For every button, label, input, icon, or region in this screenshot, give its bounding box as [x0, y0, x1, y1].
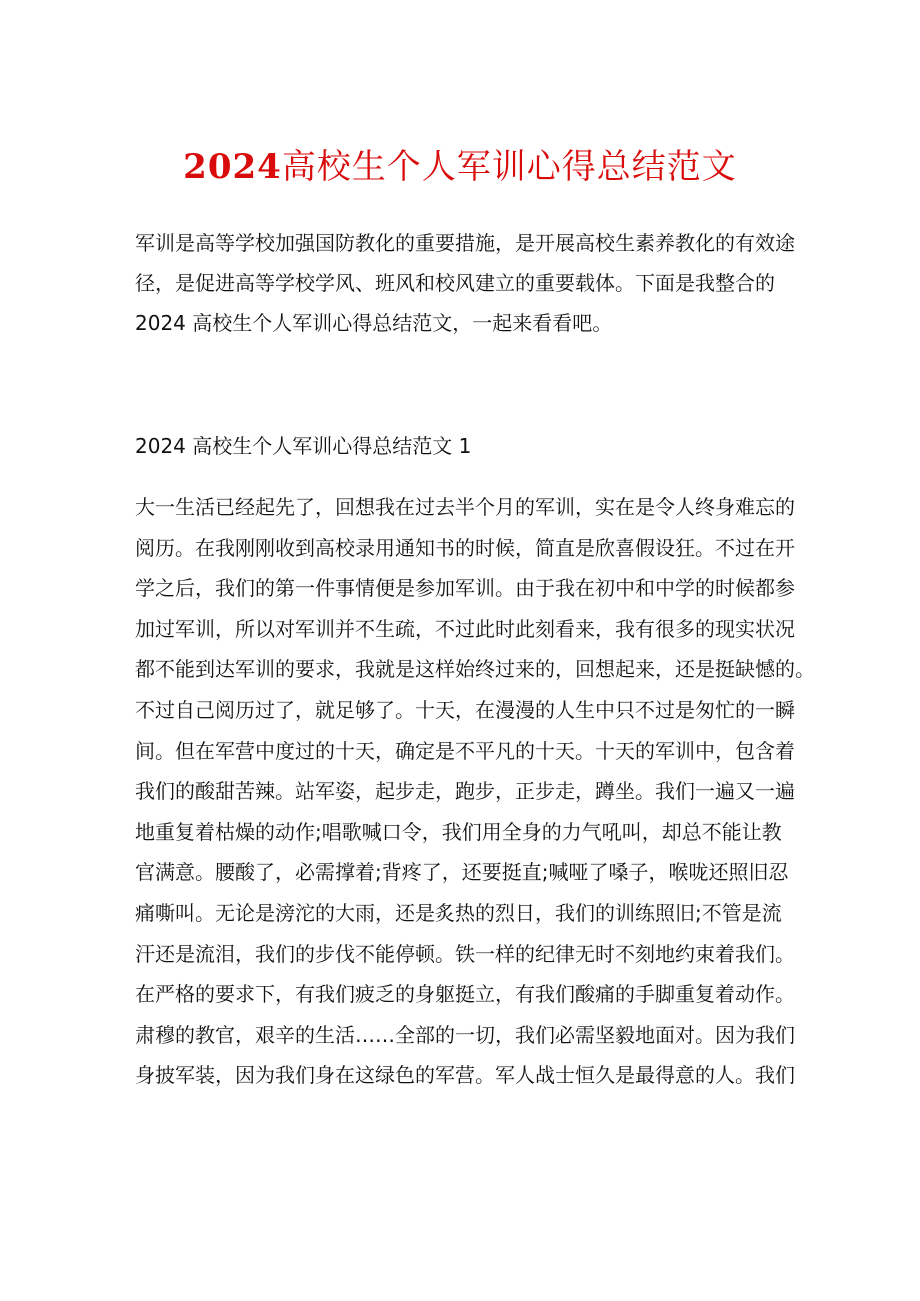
intro-line: 径，是促进高等学校学风、班风和校风建立的重要载体。下面是我整合的 — [135, 271, 775, 295]
paragraph-line: 都不能到达军训的要求，我就是这样始终过来的，回想起来，还是挺缺憾的。 — [135, 657, 815, 682]
body-paragraph — [135, 487, 815, 1096]
paragraph-line: 痛嘶叫。无论是滂沱的大雨，还是炙热的烈日，我们的训练照旧;不管是流 — [135, 900, 782, 925]
paragraph-line: 加过军训，所以对军训并不生疏，不过此时此刻看来，我有很多的现实状况 — [135, 616, 795, 641]
paragraph-line: 大一生活已经起先了，回想我在过去半个月的军训，实在是令人终身难忘的 — [135, 495, 795, 519]
document-title-year: 2024 — [183, 147, 282, 187]
paragraph-line: 官满意。腰酸了，必需撑着;背疼了，还要挺直;喊哑了嗓子，喉咙还照旧忍 — [135, 860, 789, 885]
paragraph-line: 在严格的要求下，有我们疲乏的身躯挺立，有我们酸痛的手脚重复着动作。 — [135, 982, 795, 1007]
section-heading: 2024 高校生个人军训心得总结范文 1 — [135, 434, 472, 458]
paragraph-line: 身披军装，因为我们身在这绿色的军营。军人战士恒久是最得意的人。我们 — [135, 1063, 795, 1088]
paragraph-line: 肃穆的教官，艰辛的生活……全部的一切，我们必需坚毅地面对。因为我们 — [135, 1022, 795, 1047]
document-title-text: 高校生个人军训心得总结范文 — [281, 147, 737, 187]
paragraph-line: 阅历。在我刚刚收到高校录用通知书的时候，简直是欣喜假设狂。不过在开 — [135, 535, 795, 560]
paragraph-line: 不过自己阅历过了，就足够了。十天，在漫漫的人生中只不过是匆忙的一瞬 — [135, 697, 795, 722]
paragraph-line: 地重复着枯燥的动作;唱歌喊口令，我们用全身的力气吼叫，却总不能让教 — [135, 819, 782, 844]
document-title — [0, 143, 920, 191]
intro-line: 2024 高校生个人军训心得总结范文，一起来看看吧。 — [135, 311, 613, 335]
intro-line: 军训是高等学校加强国防教化的重要措施，是开展高校生素养教化的有效途 — [135, 231, 795, 255]
paragraph-line: 间。但在军营中度过的十天，确定是不平凡的十天。十天的军训中，包含着 — [135, 738, 795, 763]
paragraph-line: 我们的酸甜苦辣。站军姿，起步走，跑步，正步走，蹲坐。我们一遍又一遍 — [135, 779, 795, 804]
paragraph-line: 汗还是流泪，我们的步伐不能停顿。铁一样的纪律无时不刻地约束着我们。 — [135, 941, 795, 966]
intro-paragraph — [135, 223, 795, 343]
paragraph-line: 学之后，我们的第一件事情便是参加军训。由于我在初中和中学的时候都参 — [135, 576, 795, 601]
